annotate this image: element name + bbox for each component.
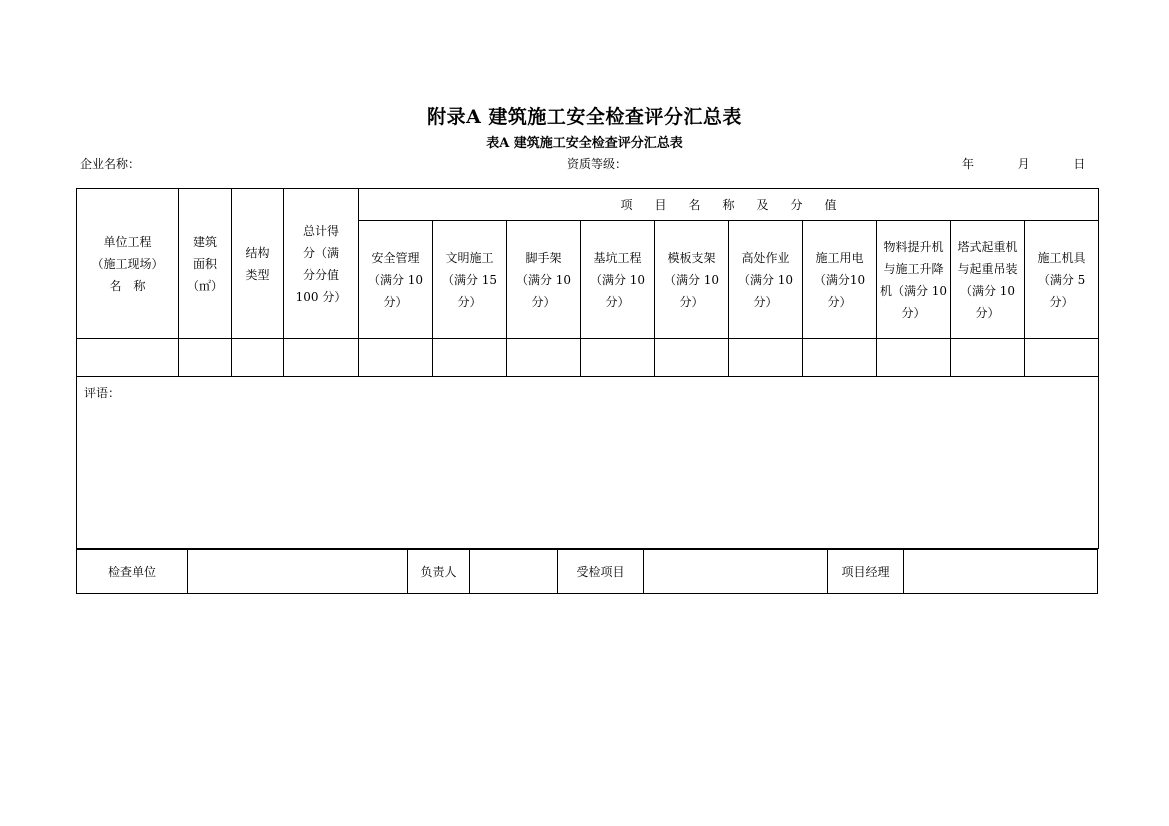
- responsible-person-label: 负责人: [408, 550, 470, 594]
- col-item-hoist: 物料提升机 与施工升降 机（满分 10 分）: [877, 221, 951, 339]
- cell-total-score[interactable]: [284, 339, 359, 377]
- cell-machinery[interactable]: [1025, 339, 1099, 377]
- col-total-score: 总计得 分（满 分分值 100 分）: [284, 189, 359, 339]
- cell-foundation-pit[interactable]: [581, 339, 655, 377]
- comments-label: 评语：: [84, 386, 121, 400]
- project-manager-field[interactable]: [904, 550, 1098, 594]
- cell-formwork[interactable]: [655, 339, 729, 377]
- col-structure-type: 结构 类型: [232, 189, 284, 339]
- cell-safety-management[interactable]: [359, 339, 433, 377]
- col-item-machinery: 施工机具 （满分 5 分）: [1025, 221, 1099, 339]
- cell-hoist[interactable]: [877, 339, 951, 377]
- cell-unit-name[interactable]: [77, 339, 179, 377]
- year-label: 年: [962, 157, 975, 171]
- inspector-unit-field[interactable]: [188, 550, 408, 594]
- cell-tower-crane[interactable]: [951, 339, 1025, 377]
- day-label: 日: [1073, 157, 1086, 171]
- table-subtitle: 表A 建筑施工安全检查评分汇总表: [486, 136, 683, 151]
- comments-area[interactable]: [77, 377, 1099, 549]
- cell-electricity[interactable]: [803, 339, 877, 377]
- col-item-electricity: 施工用电 （满分10 分）: [803, 221, 877, 339]
- col-item-tower-crane: 塔式起重机 与起重吊装 （满分 10 分）: [951, 221, 1025, 339]
- month-label: 月: [1017, 157, 1030, 171]
- inspected-project-field[interactable]: [644, 550, 828, 594]
- signature-table: [76, 549, 1098, 594]
- project-group-header: 项目名称及分值: [359, 189, 1099, 221]
- qualification-label: 资质等级：: [567, 157, 628, 171]
- col-item-scaffolding: 脚手架 （满分 10 分）: [507, 221, 581, 339]
- cell-structure-type[interactable]: [232, 339, 284, 377]
- responsible-person-field[interactable]: [470, 550, 558, 594]
- col-item-civilized-construction: 文明施工 （满分 15 分）: [433, 221, 507, 339]
- inspector-unit-label: 检查单位: [77, 550, 188, 594]
- company-name-label: 企业名称：: [80, 157, 141, 171]
- col-unit-name: 单位工程 （施工现场） 名 称: [77, 189, 179, 339]
- inspected-project-label: 受检项目: [558, 550, 644, 594]
- col-item-foundation-pit: 基坑工程 （满分 10 分）: [581, 221, 655, 339]
- table-row: [77, 339, 1099, 377]
- cell-work-at-height[interactable]: [729, 339, 803, 377]
- cell-building-area[interactable]: [179, 339, 232, 377]
- page-title: 附录A 建筑施工安全检查评分汇总表: [427, 106, 742, 128]
- project-manager-label: 项目经理: [828, 550, 904, 594]
- cell-civilized-construction[interactable]: [433, 339, 507, 377]
- summary-table: [76, 188, 1099, 549]
- cell-scaffolding[interactable]: [507, 339, 581, 377]
- date-labels: [962, 155, 1085, 172]
- col-building-area: 建筑 面积 （㎡）: [179, 189, 232, 339]
- col-item-formwork: 模板支架 （满分 10 分）: [655, 221, 729, 339]
- col-item-work-at-height: 高处作业 （满分 10 分）: [729, 221, 803, 339]
- col-item-safety-management: 安全管理 （满分 10 分）: [359, 221, 433, 339]
